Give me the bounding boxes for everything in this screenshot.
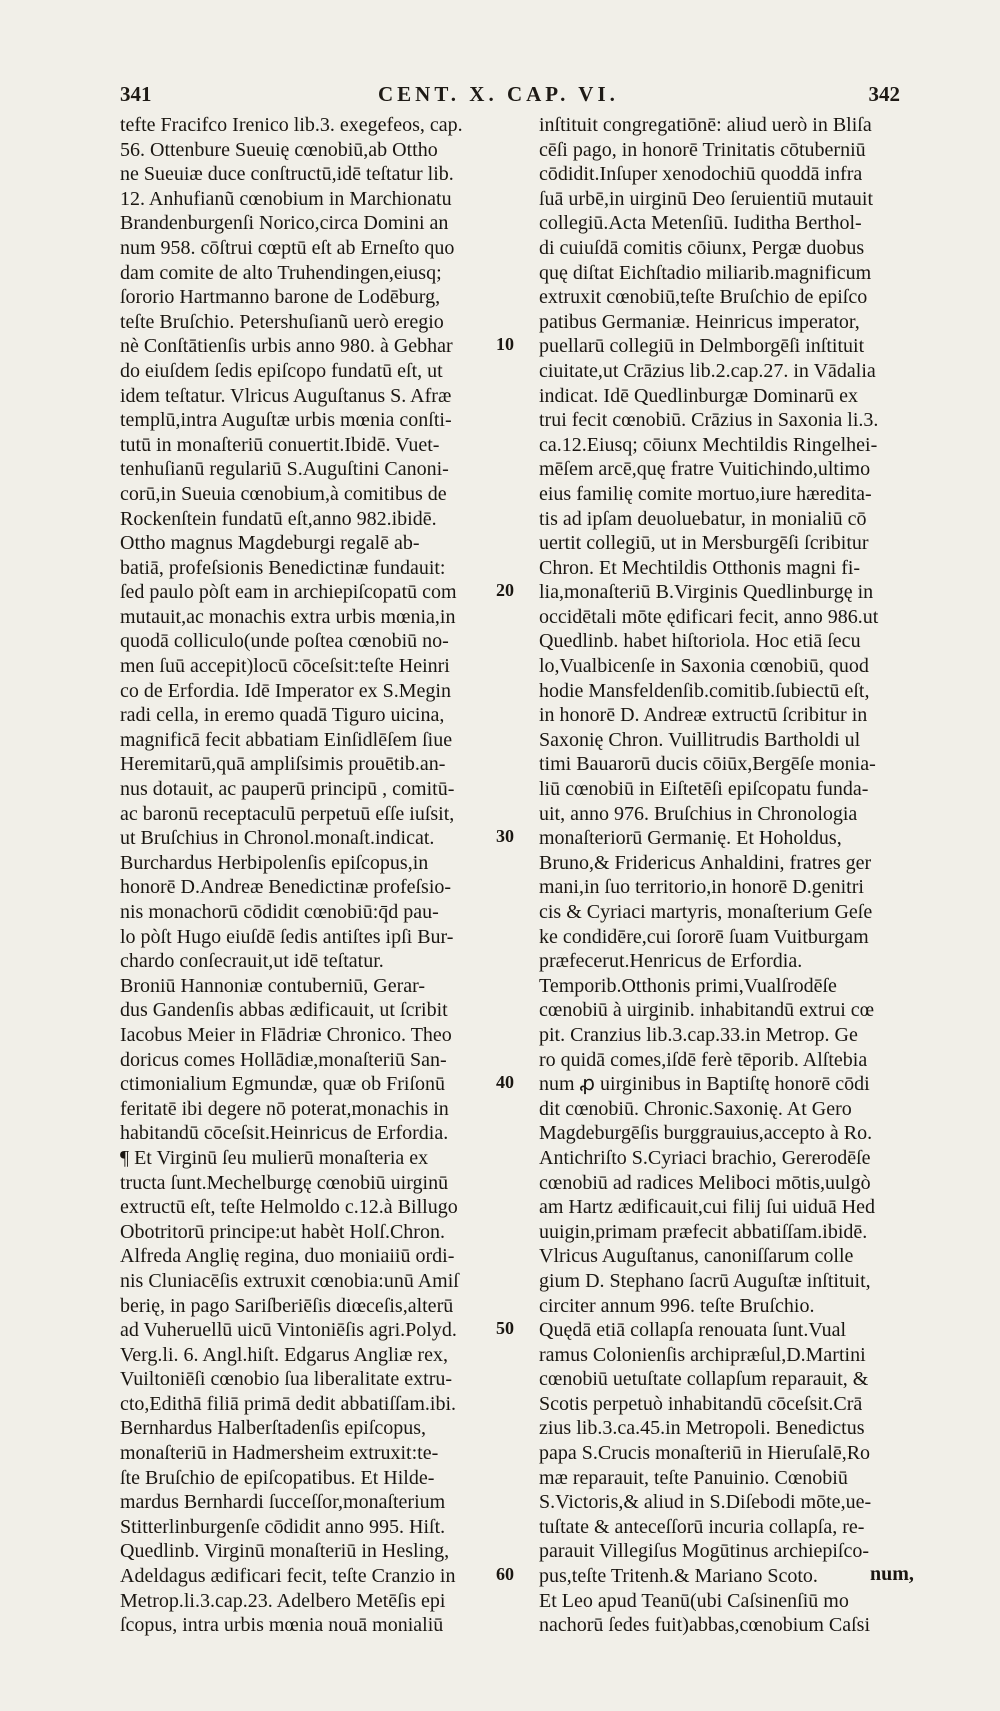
text-line: Verg.li. 6. Angl.hiſt. Edgarus Angliæ rex, xyxy=(120,1343,448,1366)
text-line: papa S.Crucis monaſteriū in Hieruſalē,Ro xyxy=(539,1442,871,1465)
text-line: do eiuſdem ſedis epiſcopo fundatū eſt, ut xyxy=(120,359,443,382)
text-line: ro quidā comes,iſdē ferè tēporib. Alſtebia xyxy=(539,1048,868,1071)
text-line: ca.12.Eiusq; cōiunx Mechtildis Ringelhei- xyxy=(539,433,878,456)
text-line: Adeldagus ædificari fecit, teſte Cranzio in xyxy=(120,1565,456,1588)
text-line: am Hartz ædificauit,cui filij ſui uiduā Hed xyxy=(539,1196,876,1219)
text-line: dus Gandenſis abbas ædificauit, ut ſcribit xyxy=(120,999,448,1022)
text-line: ac baronū receptaculū perpetuū eſſe iuſsit, xyxy=(120,802,455,825)
text-line: Rockenſtein fundatū eſt,anno 982.ibidē. xyxy=(120,507,437,530)
text-line: Stitterlinburgenſe cōdidit anno 995. Hiſt. xyxy=(120,1515,446,1538)
text-line: radi cella, in eremo quadā Tiguro uicina, xyxy=(120,704,445,727)
text-line: præfecerut.Henricus de Erfordia. xyxy=(539,950,803,973)
text-line: co de Erfordia. Idē Imperator ex S.Megin xyxy=(120,679,451,702)
text-line: Quedlinb. Virginū monaſteriū in Hesling, xyxy=(120,1540,450,1563)
text-line: Alfreda Anglię regina, duo moniaiiū ordi- xyxy=(120,1245,455,1268)
text-line: Metrop.li.3.cap.23. Adelbero Metēſis epi xyxy=(120,1589,446,1612)
text-line: Scotis perpetuò inhabitandū cōceſsit.Crā xyxy=(539,1392,863,1415)
text-line: tefte Fracifco Irenico lib.3. exegefeos, cap. xyxy=(120,114,463,136)
text-line: Bernhardus Halberſtadenſis epiſcopus, xyxy=(120,1417,427,1440)
running-head: CENT. X. CAP. VI. xyxy=(378,82,619,106)
text-line: ne Sueuiæ duce conſtructū,idē teſtatur lib. xyxy=(120,163,454,186)
text-line: lia,monaſteriū B.Virginis Quedlinburgę in xyxy=(539,581,874,604)
text-line: extruxit cœnobiū,teſte Bruſchio de epiſco xyxy=(539,286,868,309)
line-number: 20 xyxy=(496,580,514,601)
text-line: Chron. Et Mechtildis Otthonis magni fi- xyxy=(539,556,861,579)
text-line: ad Vuheruellū uicū Vintoniēſis agri.Polyd. xyxy=(120,1319,457,1342)
text-line: Quędā etiā collapſa renouata ſunt.Vual xyxy=(539,1319,847,1342)
text-line: eius familię comite mortuo,iure hæredita- xyxy=(539,482,872,505)
text-line: ke condidēre,cui ſororē ſuam Vuitburgam xyxy=(539,925,869,948)
text-line: Et Leo apud Teanū(ubi Caſsinenſiū mo xyxy=(539,1589,849,1612)
text-line: uit, anno 976. Bruſchius in Chronologia xyxy=(539,802,858,825)
text-line: tutū in monaſteriū conuertit.Ibidē. Vuet- xyxy=(120,433,440,456)
text-line: lo,Vualbicenſe in Saxonia cœnobiū, quod xyxy=(539,655,869,678)
text-line: tuſtate & anteceſſorū incuria collapſa, re- xyxy=(539,1515,865,1538)
text-line: cœnobiū ad radices Meliboci mōtis,uulgò xyxy=(539,1171,871,1194)
text-line: collegiū.Acta Metenſiū. Iuditha Berthol- xyxy=(539,212,862,235)
text-line: mutauit,ac monachis extra urbis mœnia,in xyxy=(120,605,456,628)
text-line: lo pòſt Hugo eiuſdē ſedis antiſtes ipſi Bur- xyxy=(120,925,454,948)
text-line: indicat. Idē Quedlinburgæ Dominarū ex xyxy=(539,384,859,407)
text-line: teſte Bruſchio. Petershuſianũ uerò eregio xyxy=(120,310,444,333)
text-line: nis Cluniacēſis extruxit cœnobia:unū Amiſ xyxy=(120,1269,459,1292)
text-line: Bruno,& Fridericus Anhaldini, fratres ger xyxy=(539,851,872,874)
text-line: feritatē ibi degere nō poterat,monachis in xyxy=(120,1097,449,1120)
text-line: liū cœnobiū in Eiſtetēſi epiſcopatu funda- xyxy=(539,778,869,801)
text-line: 12. Anhufianũ cœnobium in Marchionatu xyxy=(120,187,452,210)
text-line: ctimonialium Egmundæ, quæ ob Friſonū xyxy=(120,1073,445,1096)
text-line: Antichriſto S.Cyriaci brachio, Gererodēſe xyxy=(539,1146,871,1169)
text-line: ut Bruſchius in Chronol.monaſt.indicat. xyxy=(120,827,435,850)
text-line: monaſteriū in Hadmersheim extruxit:te- xyxy=(120,1442,439,1465)
text-line: ramus Colonienſis archipræſul,D.Martini xyxy=(539,1343,866,1366)
text-line: monaſteriorū Germanię. Et Hoholdus, xyxy=(539,827,842,850)
text-line: ſte Bruſchio de epiſcopatibus. Et Hilde- xyxy=(120,1466,435,1489)
text-line: patibus Germaniæ. Heinricus imperator, xyxy=(539,310,860,333)
text-line: honorē D.Andreæ Benedictinæ profeſsio- xyxy=(120,876,452,899)
text-line: ſcopus, intra urbis mœnia nouā monialiū xyxy=(120,1614,444,1637)
text-line: pus,teſte Tritenh.& Mariano Scoto. xyxy=(539,1565,818,1588)
text-line: uuigin,primam præfecit abbatiſſam.ibidē. xyxy=(539,1220,868,1243)
text-line: hodie Mansfeldenſib.comitib.ſubiectū eſt, xyxy=(539,679,870,702)
text-line: mani,in ſuo territorio,in honorē D.genitri xyxy=(539,876,864,899)
text-line: corū,in Sueuia cœnobium,à comitibus de xyxy=(120,482,447,505)
text-line: ¶ Et Virginū ſeu mulierū monaſteria ex xyxy=(120,1146,429,1169)
text-line: berię, in pago Sariſberiēſis diœceſis,alterū xyxy=(120,1294,454,1317)
text-line: Vlricus Auguſtanus, canoniſſarum colle xyxy=(539,1245,854,1268)
text-line: ſed paulo pòſt eam in archiepiſcopatū com xyxy=(120,581,457,604)
text-line: quę diſtat Eichſtadio miliarib.magnificum xyxy=(539,261,872,284)
page-header xyxy=(120,82,900,112)
text-line: cœnobiū uetuſtate collapſum reparauit, & xyxy=(539,1368,869,1391)
text-line: parauit Villegiſus Mogūtinus archiepiſco- xyxy=(539,1540,870,1563)
text-line: 56. Ottenbure Sueuię cœnobiū,ab Ottho xyxy=(120,138,438,161)
text-line: nus dotauit, ac pauperū principū , comitū- xyxy=(120,778,455,801)
text-line: templū,intra Auguſtæ urbis mœnia conſti- xyxy=(120,409,452,432)
text-line: pit. Cranzius lib.3.cap.33.in Metrop. Ge xyxy=(539,1023,858,1046)
line-number: 50 xyxy=(496,1318,514,1339)
text-line: Magdeburgēſis burggrauius,accepto à Ro. xyxy=(539,1122,873,1145)
text-line: batiā, profeſsionis Benedictinæ fundauit: xyxy=(120,556,446,579)
text-line: idem teſtatur. Vlricus Auguſtanus S. Afræ xyxy=(120,384,452,407)
text-line: nis monachorū cōdidit cœnobiū:q̄d pau- xyxy=(120,901,439,923)
text-line: di cuiuſdā comitis cōiunx, Pergæ duobus xyxy=(539,236,865,259)
text-line: Saxonię Chron. Vuillitrudis Bartholdi ul xyxy=(539,728,861,751)
text-line: quodā colliculo(unde poſtea cœnobiū no- xyxy=(120,630,449,653)
text-line: S.Victoris,& aliud in S.Diſebodi mōte,ue- xyxy=(539,1491,872,1514)
text-line: cis & Cyriaci martyris, monaſterium Geſe xyxy=(539,901,873,923)
text-line: Quedlinb. habet hiſtoriola. Hoc etiā ſecu xyxy=(539,630,861,653)
text-line: Ottho magnus Magdeburgi regalē ab- xyxy=(120,532,420,555)
text-line: cœnobiū à uirginib. inhabitandū extrui cœ xyxy=(539,999,875,1022)
text-line: num 958. cōſtrui cœptū eſt ab Erneſto quo xyxy=(120,236,455,259)
text-line: in honorē D. Andreæ extructū ſcribitur in xyxy=(539,704,868,727)
text-line: zius lib.3.ca.45.in Metropoli. Benedictus xyxy=(539,1417,865,1440)
text-line: men ſuū accepit)locū cōceſsit:teſte Heinri xyxy=(120,655,450,678)
text-line: mæ reparauit, teſte Panuinio. Cœnobiū xyxy=(539,1466,848,1489)
text-line: dit cœnobiū. Chronic.Saxonię. At Gero xyxy=(539,1097,852,1120)
line-number: 40 xyxy=(496,1072,514,1093)
catchword: num, xyxy=(870,1563,914,1585)
text-line: Obotritorū principe:ut habèt Holſ.Chron. xyxy=(120,1220,445,1243)
line-number: 30 xyxy=(496,826,514,847)
text-line: magnificā fecit abbatiam Einſidlēſem ſiue xyxy=(120,728,453,751)
text-line: circiter annum 996. teſte Bruſchio. xyxy=(539,1294,815,1317)
text-line: ſuā urbē,in uirginū Deo ſeruientiū mutauit xyxy=(539,187,874,210)
page-number-right: 342 xyxy=(868,82,900,106)
text-line: tis ad ipſam deuoluebatur, in monialiū cō xyxy=(539,507,867,530)
text-line: occidētali mōte ędificari fecit, anno 986.ut xyxy=(539,605,879,628)
text-line: num ꝓ uirginibus in Baptiſtę honorē cōdi xyxy=(539,1073,870,1096)
text-line: Iacobus Meier in Flādriæ Chronico. Theo xyxy=(120,1023,452,1046)
text-line: doricus comes Hollādiæ,monaſteriū San- xyxy=(120,1048,447,1071)
text-line: timi Bauarorū ducis cōiūx,Bergēſe monia- xyxy=(539,753,876,776)
text-line: Heremitarū,quā ampliſsimis prouētib.an- xyxy=(120,753,446,776)
text-line: ſororio Hartmanno barone de Lodēburg, xyxy=(120,286,441,309)
text-line: mēſem arcē,quę fratre Vuitichindo,ultimo xyxy=(539,458,871,481)
text-line: cto,Edithā filiā primā dedit abbatiſſam.ibi. xyxy=(120,1392,457,1415)
text-line: Burchardus Herbipolenſis epiſcopus,in xyxy=(120,851,429,874)
text-line: uertit collegiū, ut in Mersburgēſi ſcribitur xyxy=(539,532,869,555)
text-line: chardo conſecrauit,ut idē teſtatur. xyxy=(120,950,384,973)
text-line: habitandū cōceſsit.Heinricus de Erfordia. xyxy=(120,1122,449,1145)
line-number: 60 xyxy=(496,1564,514,1585)
text-line: dam comite de alto Truhendingen,eiusq; xyxy=(120,261,442,284)
text-line: Broniū Hannoniæ contuberniū, Gerar- xyxy=(120,974,426,997)
text-line: tenhuſianū regulariū S.Auguſtini Canoni- xyxy=(120,458,449,481)
text-line: tructa ſunt.Mechelburgę cœnobiū uirginū xyxy=(120,1171,449,1194)
text-line: trui fecit cœnobiū. Crāzius in Saxonia li.3. xyxy=(539,409,879,432)
page-number-left: 341 xyxy=(120,82,152,106)
text-line: cēſi pago, in honorē Trinitatis cōtuberniū xyxy=(539,138,866,161)
text-line: Vuiltoniēſi cœnobio ſua liberalitate extru- xyxy=(120,1368,453,1391)
text-line: Brandenburgenſi Norico,circa Domini an xyxy=(120,212,449,235)
text-line: mardus Bernhardi ſucceſſor,monaſterium xyxy=(120,1491,446,1514)
text-line: Temporib.Otthonis primi,Vualſrodēſe xyxy=(539,974,837,997)
text-line: inſtituit congregatiōnē: aliud uerò in Bliſa xyxy=(539,114,872,136)
text-line: gium D. Stephano ſacrū Auguſtæ inſtituit, xyxy=(539,1269,871,1292)
text-line: nachorū ſedes fuit)abbas,cœnobium Caſsi xyxy=(539,1614,871,1637)
text-line: ciuitate,ut Crāzius lib.2.cap.27. in Vādalia xyxy=(539,359,876,382)
text-line: cōdidit.Inſuper xenodochiū quoddā infra xyxy=(539,163,863,186)
text-line: extructū eſt, teſte Helmoldo c.12.à Billugo xyxy=(120,1196,458,1219)
text-line: nè Conſtātienſis urbis anno 980. à Gebhar xyxy=(120,335,453,358)
line-number: 10 xyxy=(496,334,514,355)
text-line: puellarū collegiū in Delmborgēſi inſtituit xyxy=(539,335,865,358)
right-column xyxy=(539,113,931,1637)
